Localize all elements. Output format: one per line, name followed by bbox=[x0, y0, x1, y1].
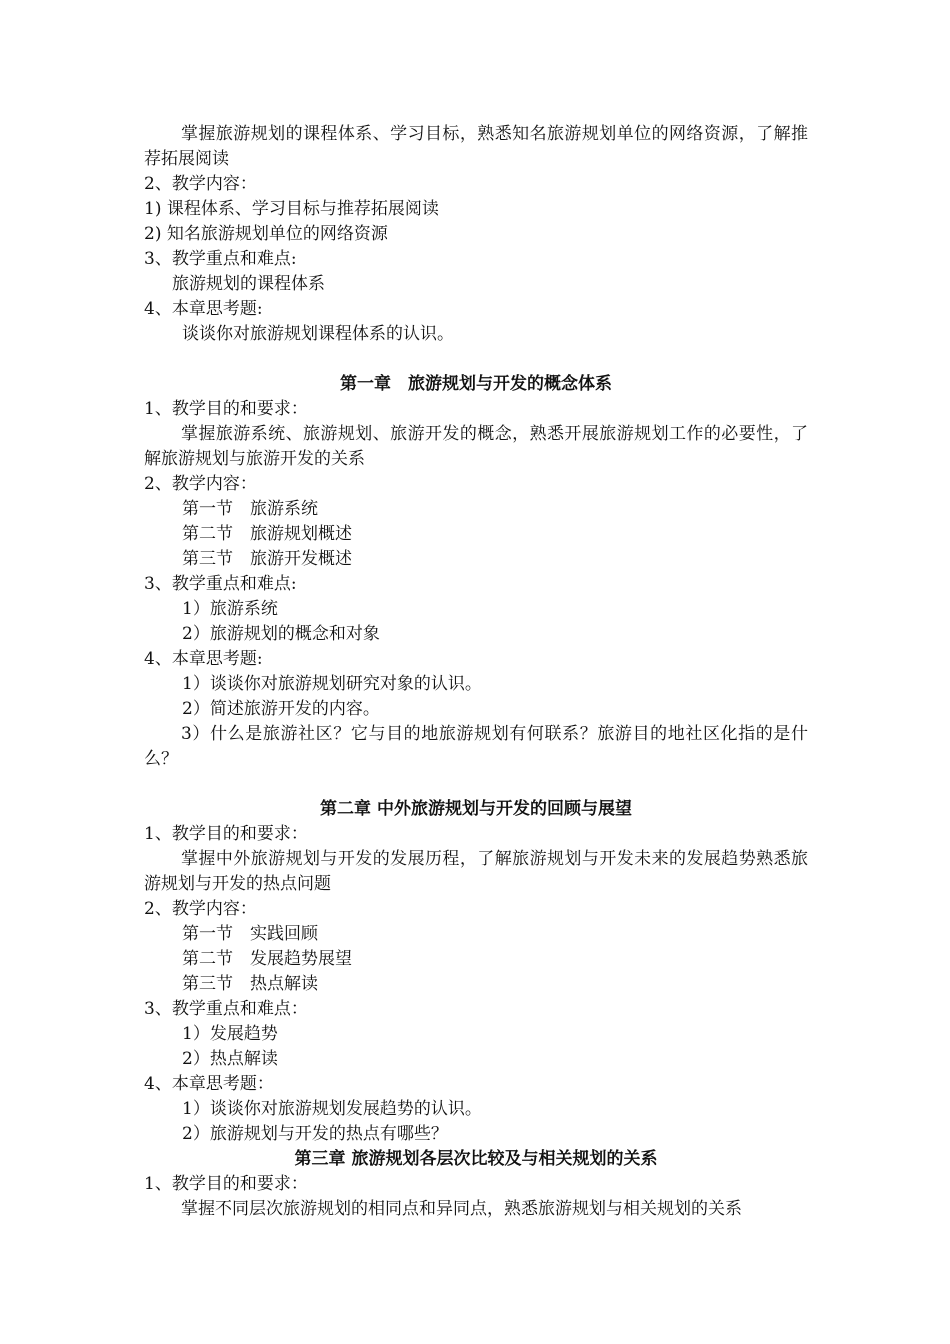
ch2-key-point: 2）热点解读 bbox=[182, 1049, 278, 1069]
ch3-objective-heading: 1、教学目的和要求： bbox=[144, 1174, 308, 1194]
ch1-section-item: 第三节 旅游开发概述 bbox=[182, 549, 352, 569]
intro-content-item: 2) 知名旅游规划单位的网络资源 bbox=[144, 224, 388, 244]
ch1-question: 2）简述旅游开发的内容。 bbox=[182, 699, 380, 719]
ch2-objective-heading: 1、教学目的和要求： bbox=[144, 824, 308, 844]
ch2-content-heading: 2、教学内容： bbox=[144, 899, 257, 919]
ch1-section-item: 第二节 旅游规划概述 bbox=[182, 524, 352, 544]
ch2-objective-paragraph: 掌握中外旅游规划与开发的发展历程，了解旅游规划与开发未来的发展趋势熟悉旅游规划与开发的热点问题 bbox=[144, 849, 808, 894]
intro-questions-heading: 4、本章思考题: bbox=[144, 299, 263, 319]
ch2-questions-heading: 4、本章思考题： bbox=[144, 1074, 274, 1094]
ch1-questions-heading: 4、本章思考题: bbox=[144, 649, 263, 669]
intro-content-item: 1) 课程体系、学习目标与推荐拓展阅读 bbox=[144, 199, 439, 219]
ch2-section-item: 第二节 发展趋势展望 bbox=[182, 949, 352, 969]
ch2-key-point: 1）发展趋势 bbox=[182, 1024, 278, 1044]
ch2-question: 1）谈谈你对旅游规划发展趋势的认识。 bbox=[182, 1099, 482, 1119]
ch2-key-points-heading: 3、教学重点和难点： bbox=[144, 999, 308, 1019]
ch1-objective-heading: 1、教学目的和要求： bbox=[144, 399, 308, 419]
chapter-3-title: 第三章 旅游规划各层次比较及与相关规划的关系 bbox=[294, 1149, 658, 1169]
intro-objective-paragraph: 掌握旅游规划的课程体系、学习目标，熟悉知名旅游规划单位的网络资源，了解推荐拓展阅读 bbox=[144, 124, 808, 169]
ch2-question: 2）旅游规划与开发的热点有哪些？ bbox=[182, 1124, 448, 1144]
ch1-question: 3）什么是旅游社区？它与目的地旅游规划有何联系？旅游目的地社区化指的是什么？ bbox=[144, 724, 808, 769]
document-body bbox=[144, 122, 808, 1222]
ch1-key-point: 1）旅游系统 bbox=[182, 599, 278, 619]
chapter-1-title: 第一章 旅游规划与开发的概念体系 bbox=[340, 374, 612, 394]
ch1-section-item: 第一节 旅游系统 bbox=[182, 499, 318, 519]
ch3-objective-paragraph: 掌握不同层次旅游规划的相同点和异同点，熟悉旅游规划与相关规划的关系 bbox=[181, 1199, 742, 1219]
intro-key-points-heading: 3、教学重点和难点: bbox=[144, 249, 297, 269]
spacer bbox=[144, 772, 808, 797]
ch1-objective-paragraph: 掌握旅游系统、旅游规划、旅游开发的概念，熟悉开展旅游规划工作的必要性，了解旅游规划与旅游开发的关系 bbox=[144, 424, 808, 469]
ch2-section-item: 第一节 实践回顾 bbox=[182, 924, 318, 944]
ch1-key-points-heading: 3、教学重点和难点: bbox=[144, 574, 297, 594]
intro-content-heading: 2、教学内容： bbox=[144, 174, 257, 194]
ch1-question: 1）谈谈你对旅游规划研究对象的认识。 bbox=[182, 674, 482, 694]
ch2-section-item: 第三节 热点解读 bbox=[182, 974, 318, 994]
spacer bbox=[144, 347, 808, 372]
intro-key-point: 旅游规划的课程体系 bbox=[172, 274, 325, 294]
chapter-2-title: 第二章 中外旅游规划与开发的回顾与展望 bbox=[320, 799, 632, 819]
ch1-content-heading: 2、教学内容： bbox=[144, 474, 257, 494]
intro-question: 谈谈你对旅游规划课程体系的认识。 bbox=[182, 324, 454, 344]
ch1-key-point: 2）旅游规划的概念和对象 bbox=[182, 624, 380, 644]
